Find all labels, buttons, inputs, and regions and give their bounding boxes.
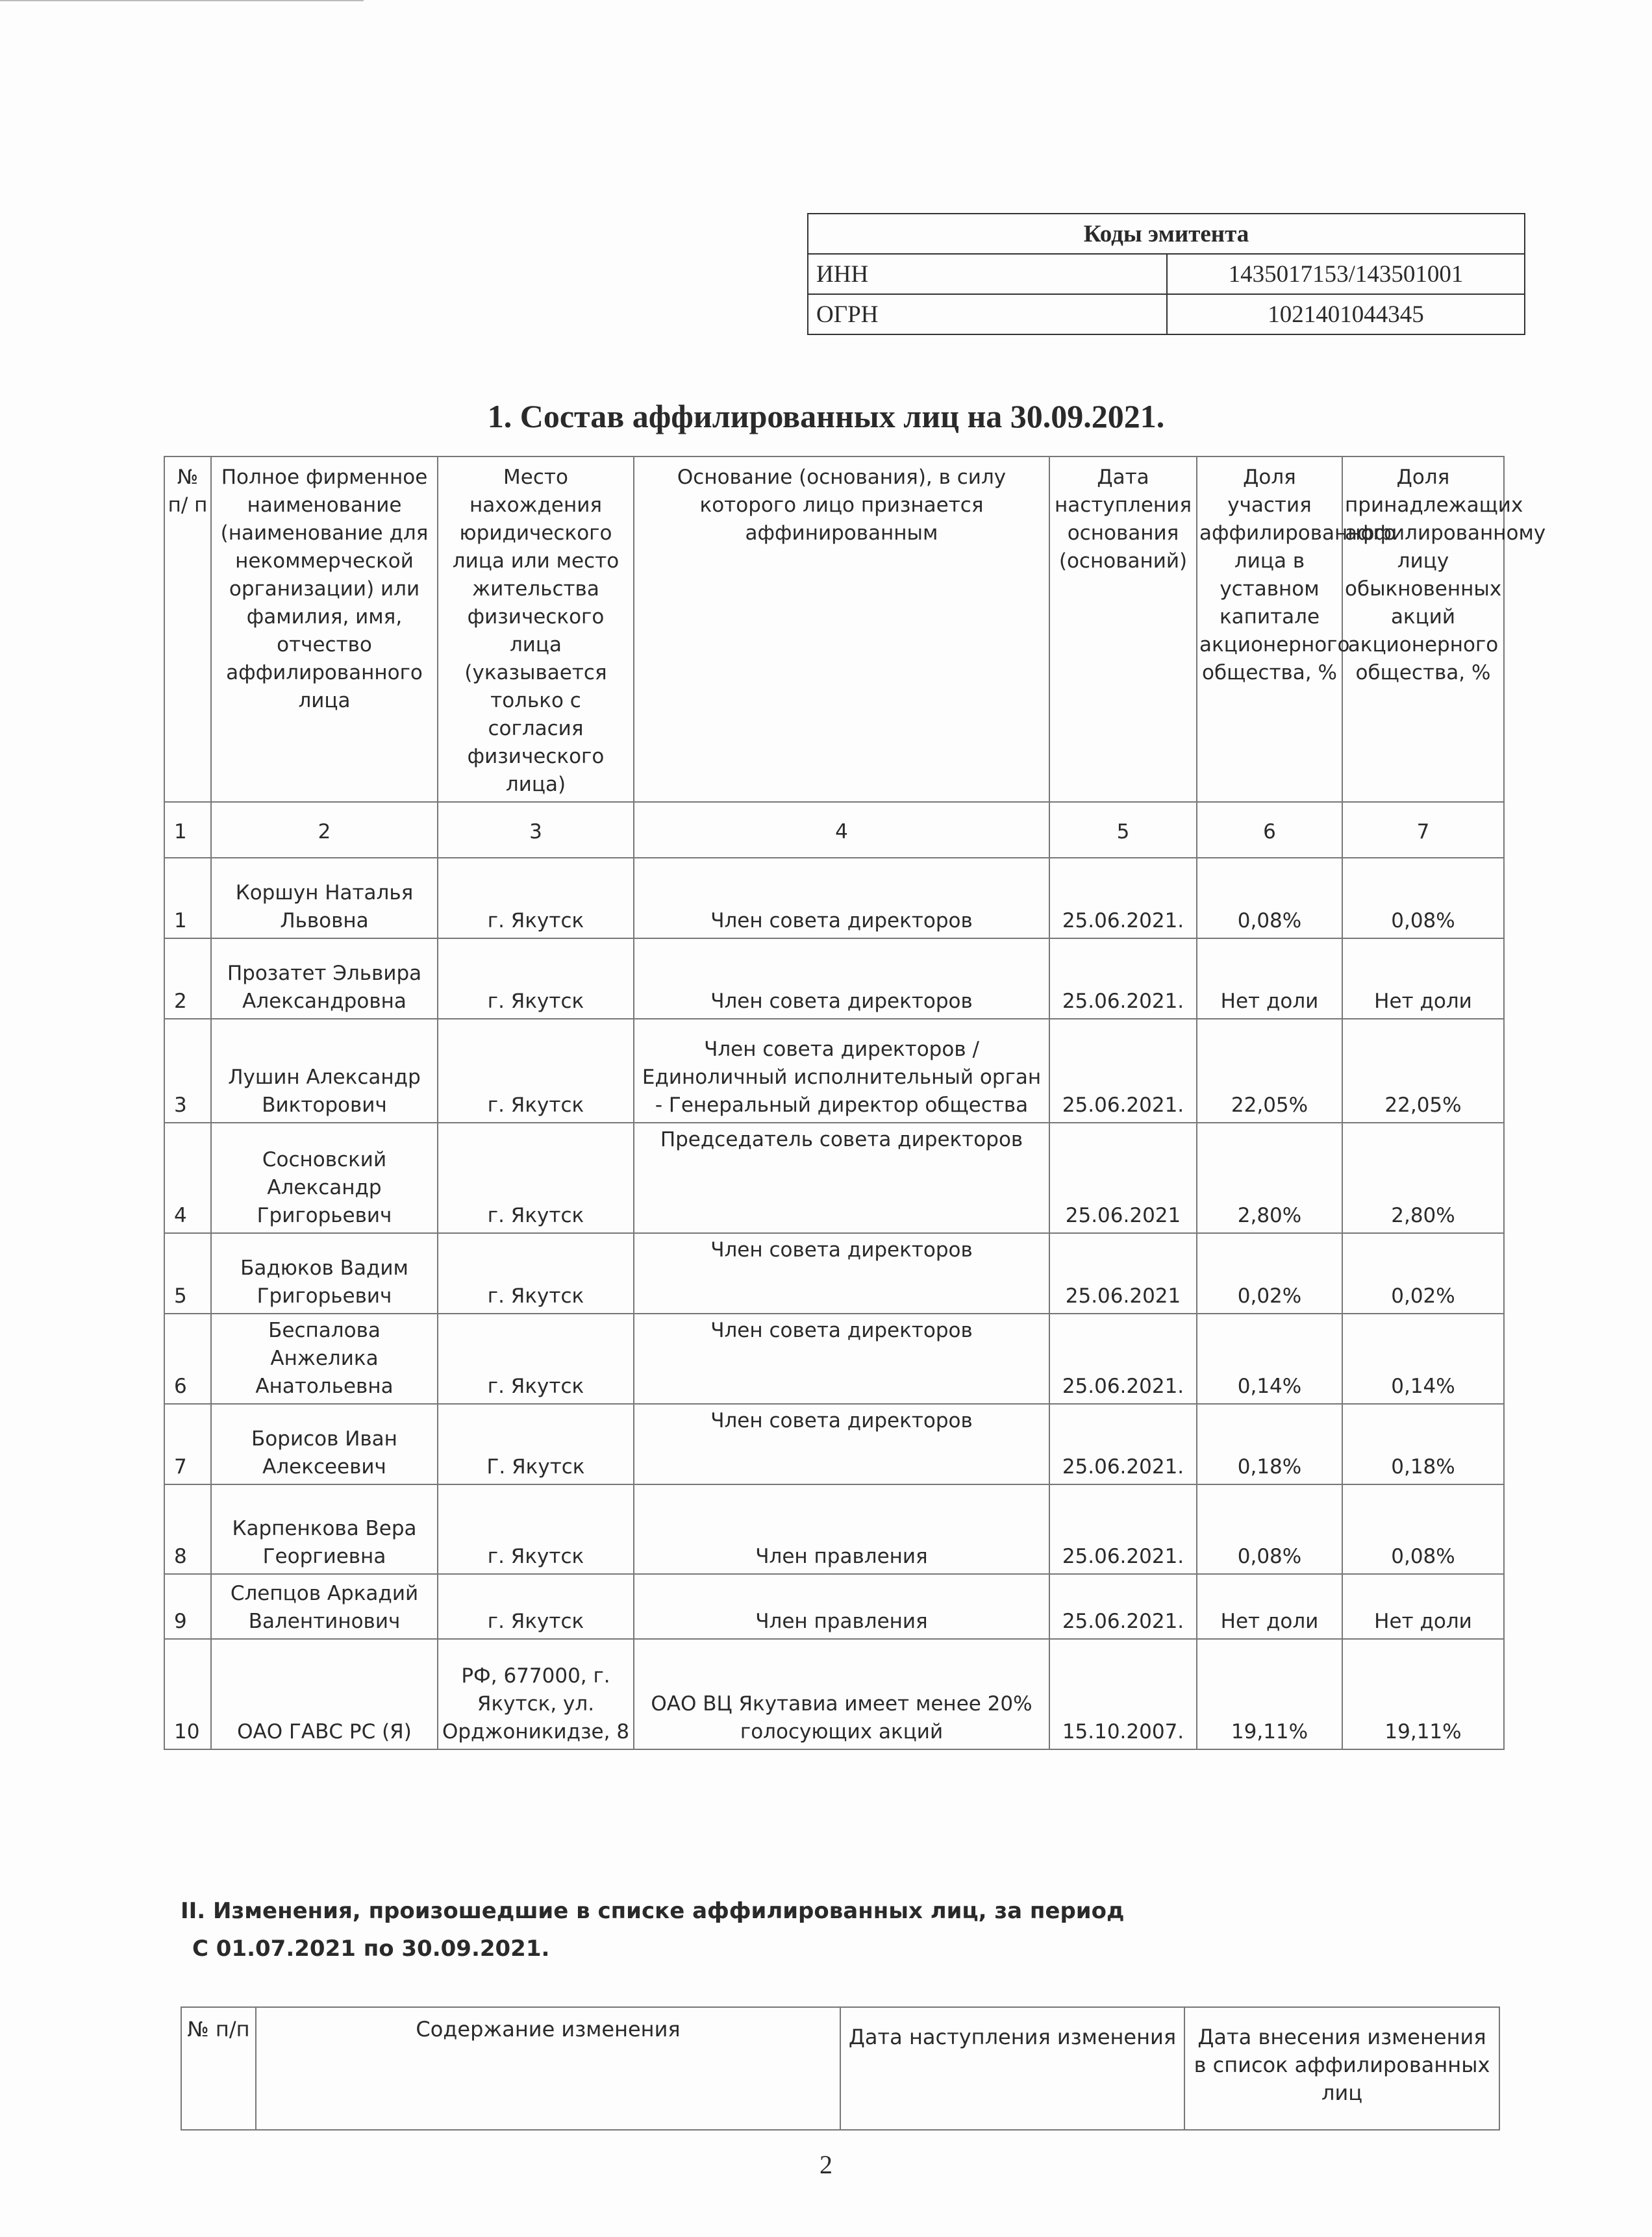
basis-date: 25.06.2021. — [1049, 1314, 1197, 1404]
inn-label: ИНН — [808, 254, 1167, 294]
stock-share: 0,02% — [1342, 1233, 1504, 1314]
basis-date: 25.06.2021. — [1049, 858, 1197, 938]
section-2-period: С 01.07.2021 по 30.09.2021. — [192, 1936, 550, 1962]
affiliation-basis: Член совета директоров / Единоличный исполнительный орган - Генеральный директор общества — [634, 1019, 1049, 1123]
table-row — [164, 1314, 1504, 1404]
col-header-number: № п/ п — [164, 456, 211, 802]
basis-date: 25.06.2021. — [1049, 1404, 1197, 1484]
section-2-heading — [181, 1892, 1124, 1968]
table-row — [164, 1233, 1504, 1314]
col-number: 2 — [211, 802, 438, 858]
ogrn-label: ОГРН — [808, 294, 1167, 334]
person-name: Коршун Наталья Львовна — [211, 858, 438, 938]
stock-share: Нет доли — [1342, 1574, 1504, 1639]
page-number: 2 — [820, 2150, 832, 2179]
basis-date: 25.06.2021 — [1049, 1233, 1197, 1314]
stock-share: 2,80% — [1342, 1123, 1504, 1233]
changes-col-entry-date: Дата внесения изменения в список аффилированных лиц — [1184, 2007, 1499, 2130]
capital-share: 0,14% — [1197, 1314, 1342, 1404]
table-row — [164, 938, 1504, 1019]
basis-date: 25.06.2021 — [1049, 1123, 1197, 1233]
basis-date: 25.06.2021. — [1049, 1019, 1197, 1123]
table-header-row — [164, 456, 1504, 802]
affiliation-basis: Член правления — [634, 1574, 1049, 1639]
col-header-name: Полное фирменное наименование (наименование для некоммерческой организации) или фамилия, имя, отчество аффилированного лица — [211, 456, 438, 802]
person-name: ОАО ГАВС РС (Я) — [211, 1639, 438, 1749]
row-number: 9 — [164, 1574, 211, 1639]
changes-header-row — [181, 2007, 1499, 2130]
affiliation-basis: Член совета директоров — [634, 858, 1049, 938]
table-row — [164, 858, 1504, 938]
col-header-share: Доля участия аффилированного лица в уставном капитале акционерного общества, % — [1197, 456, 1342, 802]
person-place: г. Якутск — [438, 1019, 634, 1123]
person-place: г. Якутск — [438, 1484, 634, 1574]
person-place: г. Якутск — [438, 1574, 634, 1639]
affiliation-basis: Председатель совета директоров — [634, 1123, 1049, 1233]
person-name: Борисов Иван Алексеевич — [211, 1404, 438, 1484]
person-place: г. Якутск — [438, 1233, 634, 1314]
row-number: 4 — [164, 1123, 211, 1233]
col-number: 4 — [634, 802, 1049, 858]
col-header-place: Место нахождения юридического лица или место жительства физического лица (указывается только с согласия физического лица) — [438, 456, 634, 802]
affiliation-basis: Член совета директоров — [634, 1233, 1049, 1314]
affiliation-basis: Член совета директоров — [634, 938, 1049, 1019]
row-number: 2 — [164, 938, 211, 1019]
person-place: г. Якутск — [438, 938, 634, 1019]
stock-share: 0,14% — [1342, 1314, 1504, 1404]
col-number: 6 — [1197, 802, 1342, 858]
changes-col-content: Содержание изменения — [256, 2007, 840, 2130]
person-name: Бадюков Вадим Григорьевич — [211, 1233, 438, 1314]
col-header-date: Дата наступления основания (оснований) — [1049, 456, 1197, 802]
person-name: Прозатет Эльвира Александровна — [211, 938, 438, 1019]
basis-date: 25.06.2021. — [1049, 938, 1197, 1019]
person-name: Лушин Александр Викторович — [211, 1019, 438, 1123]
changes-col-number: № п/п — [181, 2007, 256, 2130]
col-header-basis: Основание (основания), в силу которого лицо признается аффинированным — [634, 456, 1049, 802]
table-row — [164, 1574, 1504, 1639]
affiliation-basis: Член правления — [634, 1484, 1049, 1574]
stock-share: 0,18% — [1342, 1404, 1504, 1484]
col-number: 1 — [164, 802, 211, 858]
changes-table — [181, 2006, 1500, 2131]
capital-share: 0,18% — [1197, 1404, 1342, 1484]
stock-share: 0,08% — [1342, 1484, 1504, 1574]
row-number: 3 — [164, 1019, 211, 1123]
column-numbers-row — [164, 802, 1504, 858]
section-2-title: II. Изменения, произошедшие в списке аффилированных лиц, за период — [181, 1898, 1125, 1924]
row-number: 1 — [164, 858, 211, 938]
capital-share: 22,05% — [1197, 1019, 1342, 1123]
affiliated-persons-table — [164, 456, 1546, 1750]
table-row — [164, 1404, 1504, 1484]
capital-share: 2,80% — [1197, 1123, 1342, 1233]
row-number: 5 — [164, 1233, 211, 1314]
table-row — [164, 1639, 1504, 1749]
affiliation-basis: Член совета директоров — [634, 1314, 1049, 1404]
row-number: 6 — [164, 1314, 211, 1404]
basis-date: 25.06.2021. — [1049, 1484, 1197, 1574]
basis-date: 25.06.2021. — [1049, 1574, 1197, 1639]
col-number: 7 — [1342, 802, 1504, 858]
row-number: 8 — [164, 1484, 211, 1574]
person-name: Сосновский Александр Григорьевич — [211, 1123, 438, 1233]
basis-date: 15.10.2007. — [1049, 1639, 1197, 1749]
capital-share: 19,11% — [1197, 1639, 1342, 1749]
capital-share: Нет доли — [1197, 1574, 1342, 1639]
changes-col-date: Дата наступления изменения — [840, 2007, 1184, 2130]
person-place: г. Якутск — [438, 1123, 634, 1233]
stock-share: 22,05% — [1342, 1019, 1504, 1123]
issuer-codes-table — [807, 213, 1525, 335]
table-row — [164, 1484, 1504, 1574]
capital-share: 0,08% — [1197, 858, 1342, 938]
capital-share: Нет доли — [1197, 938, 1342, 1019]
stock-share: 19,11% — [1342, 1639, 1504, 1749]
scan-edge-line — [0, 0, 364, 1]
page-title: 1. Состав аффилированных лиц на 30.09.2021. — [487, 398, 1165, 434]
stock-share: 0,08% — [1342, 858, 1504, 938]
person-place: г. Якутск — [438, 858, 634, 938]
row-number: 10 — [164, 1639, 211, 1749]
person-name: Карпенкова Вера Георгиевна — [211, 1484, 438, 1574]
col-header-stock: Доля принадлежащих аффилированному лицу обыкновенных акций акционерного общества, % — [1342, 456, 1504, 802]
person-name: Слепцов Аркадий Валентинович — [211, 1574, 438, 1639]
ogrn-value: 1021401044345 — [1167, 294, 1525, 334]
person-name: Беспалова Анжелика Анатольевна — [211, 1314, 438, 1404]
affiliation-basis: Член совета директоров — [634, 1404, 1049, 1484]
capital-share: 0,02% — [1197, 1233, 1342, 1314]
person-place: Г. Якутск — [438, 1404, 634, 1484]
affiliation-basis: ОАО ВЦ Якутавиа имеет менее 20% голосующих акций — [634, 1639, 1049, 1749]
issuer-codes-header: Коды эмитента — [808, 214, 1525, 254]
stock-share: Нет доли — [1342, 938, 1504, 1019]
table-row — [164, 1019, 1504, 1123]
col-number: 5 — [1049, 802, 1197, 858]
row-number: 7 — [164, 1404, 211, 1484]
inn-value: 1435017153/143501001 — [1167, 254, 1525, 294]
person-place: РФ, 677000, г. Якутск, ул. Орджоникидзе, 8 — [438, 1639, 634, 1749]
col-number: 3 — [438, 802, 634, 858]
table-row — [164, 1123, 1504, 1233]
capital-share: 0,08% — [1197, 1484, 1342, 1574]
person-place: г. Якутск — [438, 1314, 634, 1404]
